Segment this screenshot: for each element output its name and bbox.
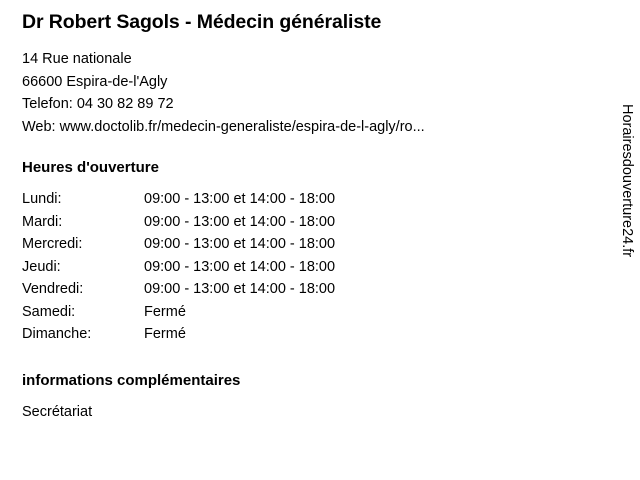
table-row [22, 301, 335, 324]
day-hours: Fermé [144, 303, 186, 320]
table-row [22, 211, 335, 234]
day-hours: 09:00 - 13:00 et 14:00 - 18:00 [144, 191, 336, 207]
table-row [22, 256, 335, 279]
day-label: Dimanche: [22, 326, 92, 342]
page-title: Dr Robert Sagols - Médecin généraliste [22, 11, 382, 33]
additional-info-text: Secrétariat [22, 403, 93, 420]
opening-hours-table [22, 188, 335, 346]
web-line: Web: www.doctolib.fr/medecin-generaliste/espira-de-l-agly/ro... [22, 118, 425, 135]
address-city: 66600 Espira-de-l'Agly [22, 73, 168, 90]
day-hours: 09:00 - 13:00 et 14:00 - 18:00 [144, 281, 336, 297]
day-label: Jeudi: [22, 258, 61, 275]
day-label: Mardi: [22, 213, 63, 230]
day-label: Samedi: [22, 303, 76, 320]
table-row [22, 233, 335, 256]
address-street: 14 Rue nationale [22, 51, 132, 67]
day-hours: 09:00 - 13:00 et 14:00 - 18:00 [144, 236, 336, 252]
day-hours: 09:00 - 13:00 et 14:00 - 18:00 [144, 213, 336, 230]
table-row [22, 188, 335, 211]
additional-info-heading: informations complémentaires [22, 371, 241, 389]
table-row [22, 278, 335, 301]
brand-watermark: Horairesdouverture24.fr [619, 104, 635, 258]
day-label: Lundi: [22, 191, 62, 207]
phone-line: Telefon: 04 30 82 89 72 [22, 96, 174, 112]
day-hours: 09:00 - 13:00 et 14:00 - 18:00 [144, 258, 336, 275]
main-content [22, 10, 597, 423]
opening-hours-heading: Heures d'ouverture [22, 159, 159, 176]
day-label: Vendredi: [22, 281, 84, 297]
table-row [22, 323, 335, 346]
day-hours: Fermé [144, 326, 186, 342]
day-label: Mercredi: [22, 236, 83, 252]
